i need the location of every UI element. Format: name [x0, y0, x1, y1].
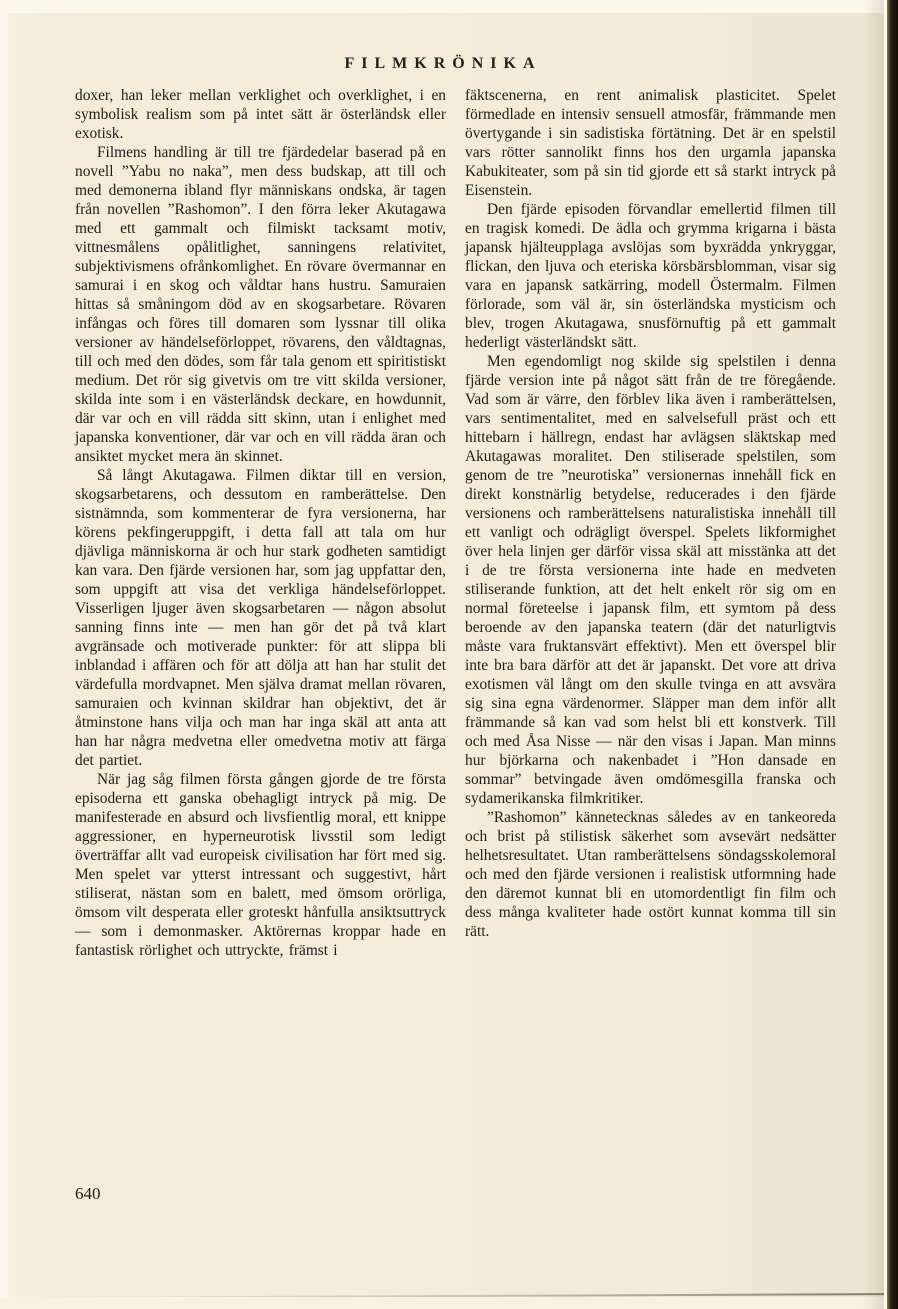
paragraph: fäktscenerna, en rent animalisk plasticitet. Spelet förmedlade en intensiv sensuell atmosfär, främmande men övertygande i sin sadistiska förtätning. Det är en spelstil vars rötter sannolikt finns hos den urgamla japanska Kabukiteater, som på sin tid gjorde ett så starkt intryck på Eisenstein.	[465, 87, 836, 199]
scan-edge-bottom	[0, 1297, 887, 1309]
paragraph: När jag såg filmen första gången gjorde de tre första episoderna ett ganska obehagligt intryck på mig. De manifesterade en absurd och livsfientlig moral, ett knippe aggressioner, en hyperneurotisk livsstil som ledigt överträffar allt vad europeisk civilisation har fört med sig. Men spelet var ytterst intressant och suggestivt, hårt stiliserat, nästan som en balett, med ömsom orörliga, ömsom vilt desperata eller groteskt hånfulla ansiktsuttryck — som i demonmasker. Aktörernas kroppar hade en fantastisk rörlighet och uttryckte, främst i	[75, 771, 446, 959]
paragraph: Så långt Akutagawa. Filmen diktar till en version, skogsarbetarens, och dessutom en ramberättelse. Den sistnämnda, som kommenterar de fyra versionerna, har körens pekfingeruppgift, i detta fall att tala om hur djävliga människorna är och hur stark godheten samtidigt kan vara. Den fjärde versionen har, som jag uppfattar den, som uppgift att visa det verkliga händelseförloppet. Visserligen ljuger även skogsarbetaren — någon absolut sanning finns inte — men han gör det på två klart avgränsade och motiverade punkter: för att slippa bli inblandad i affären och för att dölja att han har stulit det värdefulla mordvapnet. Men själva dramat mellan rövaren, samuraien och kvinnan skildrar han objektivt, det är åtminstone hans vilja och man har inga skäl att anta att han har några medvetna eller omedvetna motiv att färga det partiet.	[75, 467, 446, 769]
paragraph: Men egendomligt nog skilde sig spelstilen i denna fjärde version inte på något sätt från de tre föregående. Vad som är värre, den förblev lika även i ramberättelsen, vars sentimentalitet, med en salvelsefull präst och ett hittebarn i hällregn, endast har avlägsen släktskap med Akutagawas moralitet. Den stiliserade spelstilen, som genom de tre ”neurotiska” versionernas innehåll fick en direkt konstnärlig betydelse, reducerades i den fjärde versionens och ramberättelsens naturalistiska innehåll till ett vanligt och odrägligt överspel. Spelets likformighet över hela linjen ger därför vissa skäl att misstänka att det i de tre första versionerna inte hade en medveten stiliserande funktion, att det helt enkelt rör sig om en normal företeelse i japansk film, ett symtom på dess beroende av den japanska teatern (där det naturligtvis måste vara fruktansvärt effektivt). Men ett överspel blir inte bra bara därför att det är japanskt. Det vore att driva exotismen väl långt om den skulle tvinga en att avsvära sig sina egna värdenormer. Släpper man dem inför allt främmande så kan vad som helst bli ett konstverk. Till och med Åsa Nisse — när den visas i Japan. Man minns hur björkarna och nakenbadet i ”Hon dansade en sommar” betvingade även omdömesgilla franska och sydamerikanska filmkritiker.	[465, 353, 836, 807]
scan-edge-right-shadow	[862, 0, 884, 1309]
page-number: 640	[75, 1184, 101, 1203]
text-columns	[75, 86, 836, 960]
running-head-title: FILMKRÖNIKA	[344, 55, 542, 72]
left-column	[75, 86, 446, 960]
paragraph: Filmens handling är till tre fjärdedelar baserad på en novell ”Yabu no naka”, men dess budskap, att till och med demonerna ibland flyr människans ondska, är tagen från novellen ”Rashomon”. I den förra leker Akutagawa med ett gammalt och filmiskt tacksamt motiv, vittnesmålens opålitlighet, sanningens relativitet, subjektivismens ofrånkomlighet. En rövare övermannar en samurai i en skog och våldtar hans hustru. Samuraien hittas så småningom död av en skogsarbetare. Rövaren infångas och föres till domaren som lyssnar till olika versioner av händelseförloppet, rövarens, den våldtagnas, till och med den dödes, som får tala genom ett spiritistiskt medium. Det rör sig givetvis om tre vitt skilda versioner, skilda inte som i en västerländsk deckare, en howdunnit, där var och en vill rädda sitt skinn, utan i enlighet med japanska konventioner, där var och en vill rädda äran och ansiktet mycket mera än skinnet.	[75, 144, 446, 465]
scan-edge-right	[887, 0, 898, 1309]
paragraph: Den fjärde episoden förvandlar emellertid filmen till en tragisk komedi. De ädla och grymma krigarna i bästa japansk hjälteupplaga avslöjas som byxrädda ynkryggar, flickan, den ljuva och eteriska körsbärsblomman, visar sig vara en japansk satkärring, modell Östermalm. Filmen förlorade, som väl är, sin österländska mysticism och blev, trogen Akutagawa, snusförnuftig på ett gammalt hederligt västerländskt sätt.	[465, 201, 836, 351]
right-column	[465, 86, 836, 960]
scan-edge-top	[0, 0, 885, 13]
paragraph: doxer, han leker mellan verklighet och overklighet, i en symbolisk realism som på intet sätt är österländsk eller exotisk.	[75, 87, 446, 142]
scan-edge-left	[0, 0, 8, 1309]
paragraph: ”Rashomon” kännetecknas således av en tankeoreda och brist på stilistisk säkerhet som avsevärt nedsätter helhetsresultatet. Utan ramberättelsens söndagsskolemoral och med den fjärde versionen i realistisk utformning hade den däremot kunnat bli en utomordentligt fin film och dess många kvaliteter hade ostört kunnat komma till sin rätt.	[465, 809, 836, 940]
